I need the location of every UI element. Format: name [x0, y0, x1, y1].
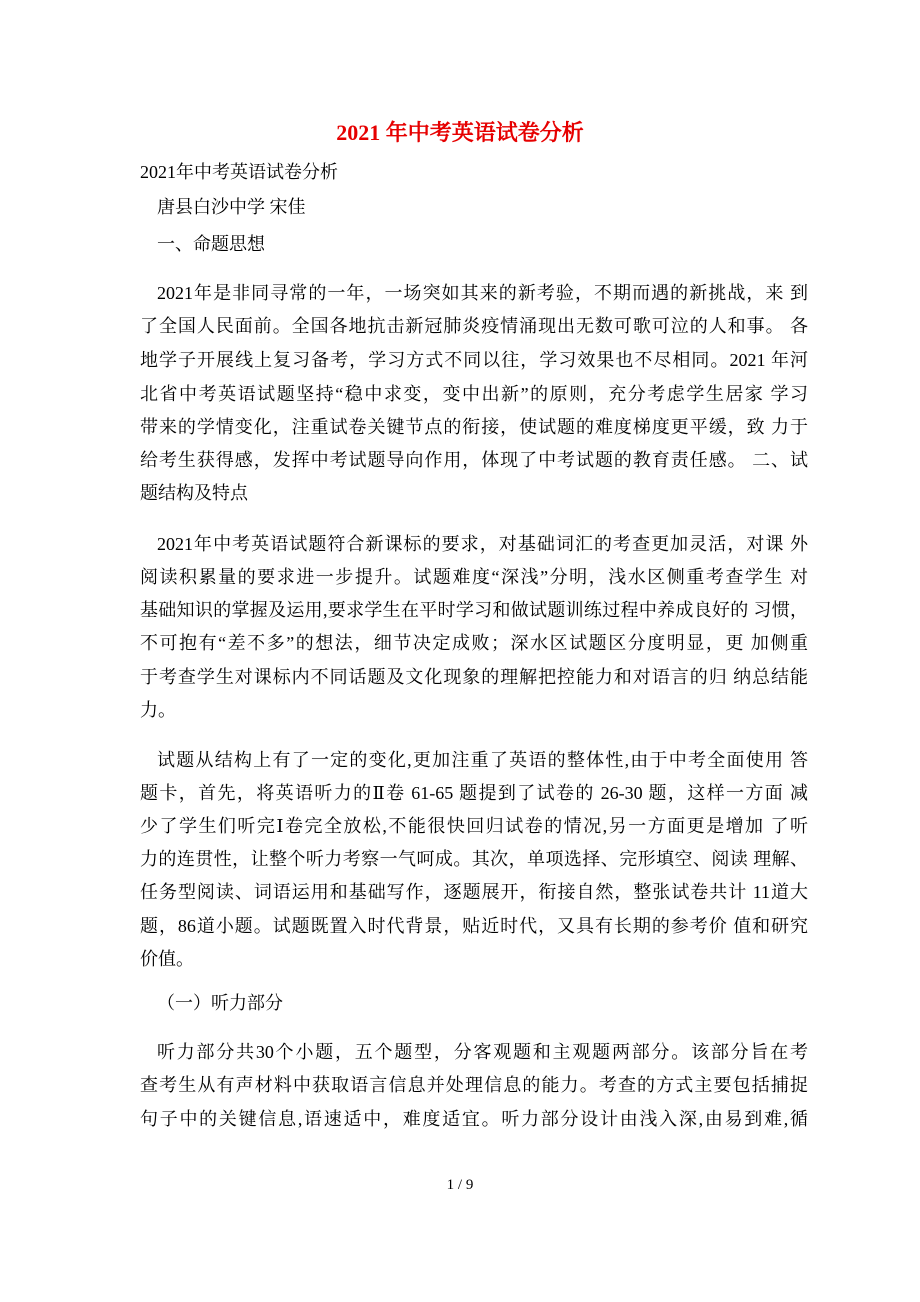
text-line: 句子中的关键信息,语速适中，难度适宜。听力部分设计由浅入深,由易到难,循: [140, 1109, 808, 1129]
text-line: 任务型阅读、词语运用和基础写作，逐题展开，衔接自然，整张试卷共计 11道大: [140, 882, 808, 902]
section-heading: 一、命题思想: [157, 234, 265, 254]
text-line: 地学子开展线上复习备考，学习方式不同以往，学习效果也不尽相同。2021 年河: [140, 350, 808, 370]
text-line: 基础知识的掌握及运用,要求学生在平时学习和做试题训练过程中养成良好的 习惯，: [140, 600, 808, 620]
text-line: 力。: [140, 700, 176, 720]
text-line: 唐县白沙中学 宋佳: [157, 197, 306, 217]
text-line: 于考查学生对课标内不同话题及文化现象的理解把控能力和对语言的归 纳总结能: [140, 667, 808, 687]
document-title: 2021 年中考英语试卷分析: [336, 120, 584, 145]
text-line: 给考生获得感，发挥中考试题导向作用，体现了中考试题的教育责任感。 二、试: [140, 450, 808, 470]
text-line: 听力部分共30个小题，五个题型，分客观题和主观题两部分。该部分旨在考: [157, 1042, 808, 1062]
text-line: 题结构及特点: [140, 483, 248, 503]
text-line: 少了学生们听完Ⅰ卷完全放松,不能很快回归试卷的情况,另一方面更是增加 了听: [140, 816, 808, 836]
text-line: 带来的学情变化，注重试卷关键节点的衔接，使试题的难度梯度更平缓，致 力于: [140, 417, 808, 437]
text-line: 题，86道小题。试题既置入时代背景，贴近时代，又具有长期的参考价 值和研究: [140, 916, 808, 936]
text-line: 题卡，首先，将英语听力的Ⅱ卷 61-65 题提到了试卷的 26-30 题，这样一方面 减: [140, 783, 808, 803]
section-heading: （一）听力部分: [157, 993, 283, 1013]
text-line: 价值。: [140, 949, 194, 969]
text-line: 不可抱有“差不多”的想法，细节决定成败；深水区试题区分度明显，更 加侧重: [140, 633, 808, 653]
page-number: 1 / 9: [446, 1177, 474, 1193]
text-line: 2021年中考英语试题符合新课标的要求，对基础词汇的考查更加灵活，对课 外: [157, 534, 808, 554]
text-line: 阅读积累量的要求进一步提升。试题难度“深浅”分明，浅水区侧重考查学生 对: [140, 567, 808, 587]
text-line: 2021年中考英语试卷分析: [140, 162, 338, 182]
text-line: 了全国人民面前。全国各地抗击新冠肺炎疫情涌现出无数可歌可泣的人和事。 各: [140, 316, 808, 336]
text-line: 北省中考英语试题坚持“稳中求变，变中出新”的原则，充分考虑学生居家 学习: [140, 384, 808, 404]
text-line: 力的连贯性，让整个听力考察一气呵成。其次，单项选择、完形填空、阅读 理解、: [140, 849, 808, 869]
text-line: 2021年是非同寻常的一年，一场突如其来的新考验，不期而遇的新挑战，来 到: [157, 283, 808, 303]
text-line: 查考生从有声材料中获取语言信息并处理信息的能力。考查的方式主要包括捕捉: [140, 1075, 808, 1095]
text-line: 试题从结构上有了一定的变化,更加注重了英语的整体性,由于中考全面使用 答: [157, 750, 808, 770]
